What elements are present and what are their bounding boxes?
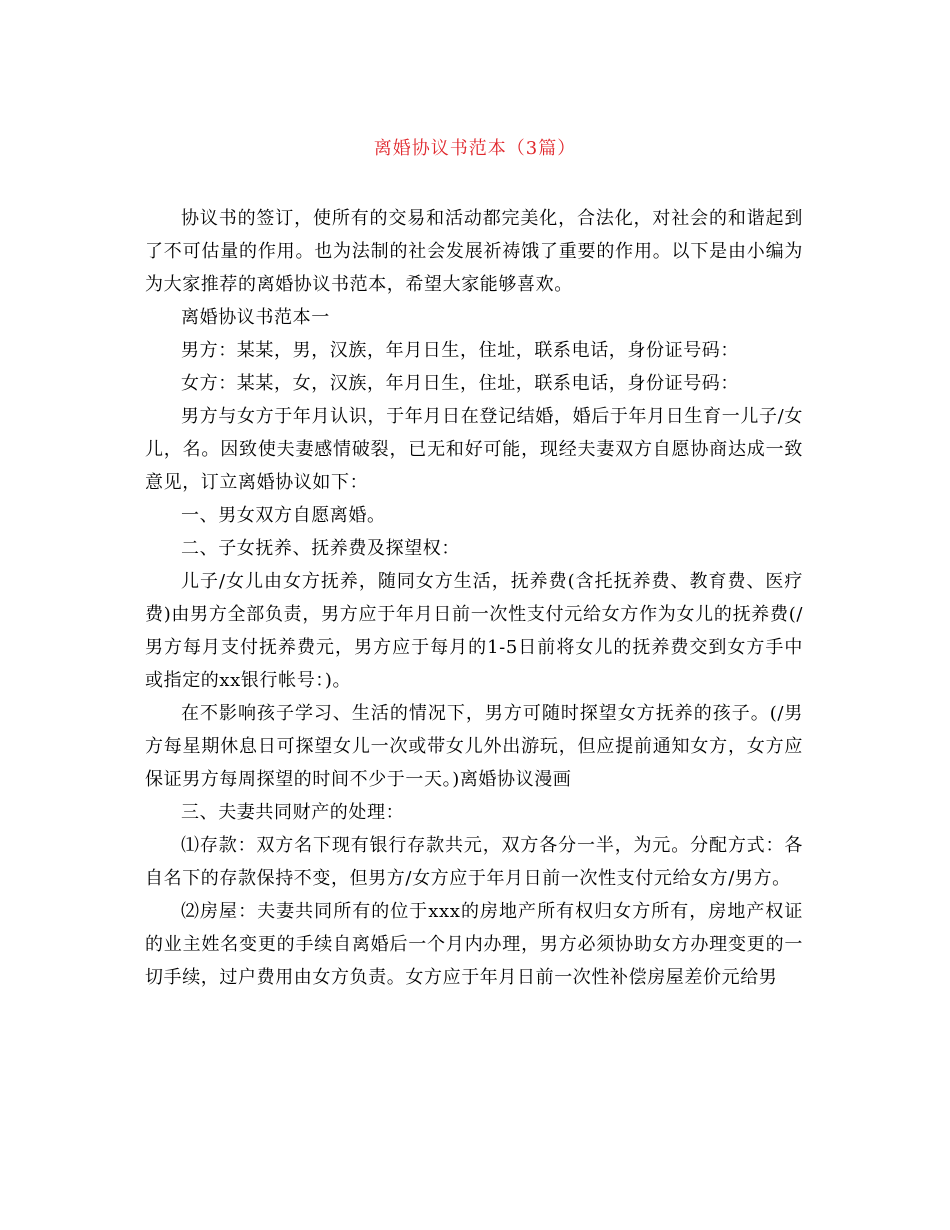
paragraph-clause-1: 一、男女双方自愿离婚。 bbox=[181, 505, 386, 526]
paragraph-clause-3: 三、夫妻共同财产的处理： bbox=[181, 802, 405, 823]
document-title: 离婚协议书范本（3篇） bbox=[373, 138, 577, 159]
paragraph-male-party: 男方：某某，男，汉族，年月日生，住址，联系电话，身份证号码： bbox=[181, 340, 739, 361]
paragraph-deposits: ⑴存款：双方名下现有银行存款共元，双方各分一半，为元。分配方式：各自名下的存款保持不变，但男方/女方应于年月日前一次性支付元给女方/男方。 bbox=[145, 835, 803, 889]
paragraph-visitation: 在不影响孩子学习、生活的情况下，男方可随时探望女方抚养的孩子。(/男方每星期休息日可探望女儿一次或带女儿外出游玩，但应提前通知女方，女方应保证男方每周探望的时间不少于一天。)离婚协议漫画 bbox=[145, 703, 803, 790]
paragraph-child-support: 儿子/女儿由女方抚养，随同女方生活，抚养费(含托抚养费、教育费、医疗费)由男方全部负责，男方应于年月日前一次性支付元给女方作为女儿的抚养费(/男方每月支付抚养费元，男方应于每月的1-5日前将女儿的抚养费交到女方手中或指定的xx银行帐号：)。 bbox=[145, 571, 803, 691]
paragraph-intro: 协议书的签订，使所有的交易和活动都完美化，合法化，对社会的和谐起到了不可估量的作用。也为法制的社会发展祈祷饿了重要的作用。以下是由小编为为大家推荐的离婚协议书范本，希望大家能够喜欢。 bbox=[145, 208, 803, 295]
paragraph-background: 男方与女方于年月认识，于年月日在登记结婚，婚后于年月日生育一儿子/女儿，名。因致使夫妻感情破裂，已无和好可能，现经夫妻双方自愿协商达成一致意见，订立离婚协议如下： bbox=[145, 406, 803, 493]
paragraph-section-heading: 离婚协议书范本一 bbox=[181, 307, 330, 328]
document-body bbox=[145, 202, 803, 994]
paragraph-clause-2: 二、子女抚养、抚养费及探望权： bbox=[181, 538, 460, 559]
paragraph-house: ⑵房屋：夫妻共同所有的位于xxx的房地产所有权归女方所有，房地产权证的业主姓名变更的手续自离婚后一个月内办理，男方必须协助女方办理变更的一切手续，过户费用由女方负责。女方应于年月日前一次性补偿房屋差价元给男 bbox=[145, 901, 803, 988]
paragraph-female-party: 女方：某某，女，汉族，年月日生，住址，联系电话，身份证号码： bbox=[181, 373, 739, 394]
